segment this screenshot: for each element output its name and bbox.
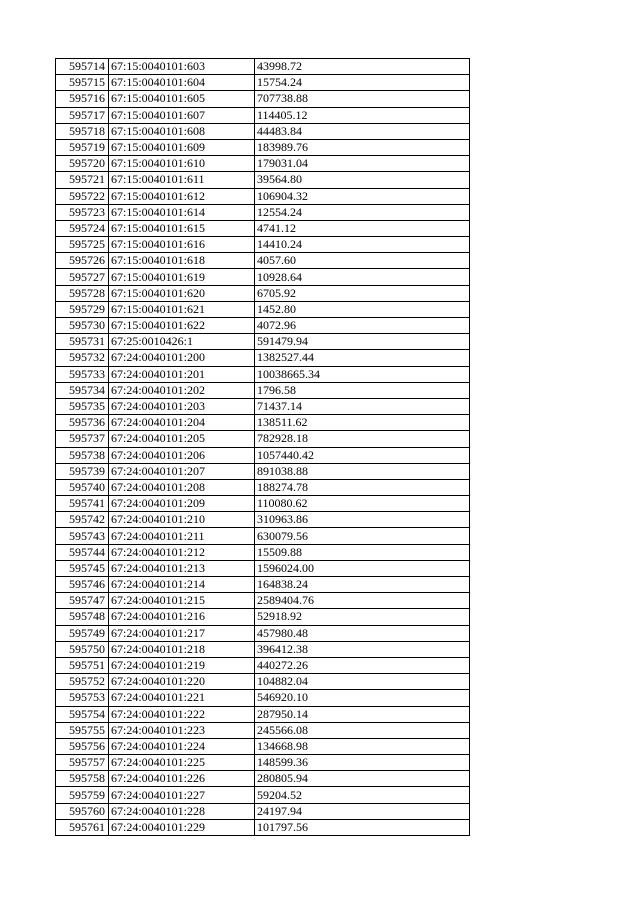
row-number-cell: 595730 [56, 318, 109, 334]
cadastral-number-cell: 67:24:0040101:215 [109, 593, 255, 609]
value-cell: 1452.80 [255, 301, 470, 317]
table-body [56, 59, 470, 836]
row-number-cell: 595719 [56, 139, 109, 155]
value-cell: 1596024.00 [255, 560, 470, 576]
table-row [56, 253, 470, 269]
row-number-cell: 595722 [56, 188, 109, 204]
value-cell: 43998.72 [255, 59, 470, 75]
value-cell: 707738.88 [255, 91, 470, 107]
value-cell: 396412.38 [255, 641, 470, 657]
value-cell: 2589404.76 [255, 593, 470, 609]
cadastral-number-cell: 67:15:0040101:622 [109, 318, 255, 334]
cadastral-number-cell: 67:24:0040101:213 [109, 560, 255, 576]
table-row [56, 738, 470, 754]
row-number-cell: 595754 [56, 706, 109, 722]
cadastral-number-cell: 67:15:0040101:603 [109, 59, 255, 75]
cadastral-number-cell: 67:24:0040101:204 [109, 415, 255, 431]
cadastral-number-cell: 67:24:0040101:200 [109, 350, 255, 366]
row-number-cell: 595751 [56, 657, 109, 673]
value-cell: 1057440.42 [255, 447, 470, 463]
cadastral-number-cell: 67:24:0040101:222 [109, 706, 255, 722]
row-number-cell: 595717 [56, 107, 109, 123]
value-cell: 12554.24 [255, 204, 470, 220]
cadastral-number-cell: 67:24:0040101:224 [109, 738, 255, 754]
value-cell: 1382527.44 [255, 350, 470, 366]
value-cell: 114405.12 [255, 107, 470, 123]
value-cell: 630079.56 [255, 528, 470, 544]
row-number-cell: 595724 [56, 220, 109, 236]
row-number-cell: 595714 [56, 59, 109, 75]
cadastral-number-cell: 67:24:0040101:214 [109, 577, 255, 593]
cadastral-number-cell: 67:15:0040101:618 [109, 253, 255, 269]
table-row [56, 819, 470, 835]
cadastral-number-cell: 67:15:0040101:605 [109, 91, 255, 107]
cadastral-number-cell: 67:24:0040101:206 [109, 447, 255, 463]
table-row [56, 496, 470, 512]
value-cell: 245566.08 [255, 722, 470, 738]
row-number-cell: 595744 [56, 544, 109, 560]
row-number-cell: 595721 [56, 172, 109, 188]
cadastral-number-cell: 67:24:0040101:228 [109, 803, 255, 819]
cadastral-number-cell: 67:15:0040101:608 [109, 123, 255, 139]
cadastral-number-cell: 67:15:0040101:619 [109, 269, 255, 285]
table-row [56, 803, 470, 819]
table-row [56, 204, 470, 220]
row-number-cell: 595725 [56, 237, 109, 253]
cadastral-number-cell: 67:24:0040101:205 [109, 431, 255, 447]
value-cell: 15509.88 [255, 544, 470, 560]
value-cell: 39564.80 [255, 172, 470, 188]
value-cell: 6705.92 [255, 285, 470, 301]
row-number-cell: 595757 [56, 755, 109, 771]
row-number-cell: 595745 [56, 560, 109, 576]
cadastral-number-cell: 67:15:0040101:616 [109, 237, 255, 253]
row-number-cell: 595746 [56, 577, 109, 593]
cadastral-number-cell: 67:24:0040101:210 [109, 512, 255, 528]
table-row [56, 237, 470, 253]
row-number-cell: 595752 [56, 674, 109, 690]
table-row [56, 431, 470, 447]
cadastral-number-cell: 67:15:0040101:614 [109, 204, 255, 220]
table-row [56, 657, 470, 673]
row-number-cell: 595736 [56, 415, 109, 431]
row-number-cell: 595729 [56, 301, 109, 317]
cadastral-number-cell: 67:24:0040101:209 [109, 496, 255, 512]
table-row [56, 690, 470, 706]
cadastral-number-cell: 67:24:0040101:220 [109, 674, 255, 690]
table-row [56, 334, 470, 350]
row-number-cell: 595748 [56, 609, 109, 625]
value-cell: 287950.14 [255, 706, 470, 722]
row-number-cell: 595734 [56, 382, 109, 398]
row-number-cell: 595758 [56, 771, 109, 787]
cadastral-number-cell: 67:24:0040101:211 [109, 528, 255, 544]
value-cell: 4741.12 [255, 220, 470, 236]
table-row [56, 350, 470, 366]
table-row [56, 107, 470, 123]
cadastral-number-cell: 67:15:0040101:611 [109, 172, 255, 188]
value-cell: 164838.24 [255, 577, 470, 593]
table-row [56, 593, 470, 609]
cadastral-number-cell: 67:24:0040101:229 [109, 819, 255, 835]
table-row [56, 415, 470, 431]
row-number-cell: 595738 [56, 447, 109, 463]
row-number-cell: 595732 [56, 350, 109, 366]
cadastral-number-cell: 67:24:0040101:217 [109, 625, 255, 641]
value-cell: 183989.76 [255, 139, 470, 155]
table-row [56, 318, 470, 334]
cadastral-number-cell: 67:15:0040101:621 [109, 301, 255, 317]
row-number-cell: 595735 [56, 398, 109, 414]
table-row [56, 609, 470, 625]
cadastral-number-cell: 67:24:0040101:221 [109, 690, 255, 706]
value-cell: 59204.52 [255, 787, 470, 803]
cadastral-number-cell: 67:15:0040101:612 [109, 188, 255, 204]
row-number-cell: 595716 [56, 91, 109, 107]
cadastral-number-cell: 67:15:0040101:609 [109, 139, 255, 155]
value-cell: 24197.94 [255, 803, 470, 819]
table-row [56, 625, 470, 641]
table-row [56, 220, 470, 236]
value-cell: 4072.96 [255, 318, 470, 334]
cadastral-number-cell: 67:24:0040101:219 [109, 657, 255, 673]
cadastral-number-cell: 67:24:0040101:225 [109, 755, 255, 771]
table-row [56, 366, 470, 382]
cadastral-number-cell: 67:24:0040101:201 [109, 366, 255, 382]
value-cell: 546920.10 [255, 690, 470, 706]
cadastral-number-cell: 67:15:0040101:610 [109, 156, 255, 172]
value-cell: 10038665.34 [255, 366, 470, 382]
table-row [56, 771, 470, 787]
value-cell: 591479.94 [255, 334, 470, 350]
table-row [56, 479, 470, 495]
row-number-cell: 595733 [56, 366, 109, 382]
cadastral-number-cell: 67:24:0040101:212 [109, 544, 255, 560]
row-number-cell: 595747 [56, 593, 109, 609]
row-number-cell: 595731 [56, 334, 109, 350]
table-row [56, 463, 470, 479]
row-number-cell: 595749 [56, 625, 109, 641]
row-number-cell: 595753 [56, 690, 109, 706]
row-number-cell: 595720 [56, 156, 109, 172]
value-cell: 110080.62 [255, 496, 470, 512]
row-number-cell: 595742 [56, 512, 109, 528]
table-row [56, 301, 470, 317]
cadastral-number-cell: 67:15:0040101:615 [109, 220, 255, 236]
value-cell: 14410.24 [255, 237, 470, 253]
value-cell: 134668.98 [255, 738, 470, 754]
row-number-cell: 595739 [56, 463, 109, 479]
row-number-cell: 595726 [56, 253, 109, 269]
table-row [56, 722, 470, 738]
value-cell: 782928.18 [255, 431, 470, 447]
table-row [56, 285, 470, 301]
value-cell: 71437.14 [255, 398, 470, 414]
row-number-cell: 595761 [56, 819, 109, 835]
table-row [56, 755, 470, 771]
cadastral-number-cell: 67:24:0040101:207 [109, 463, 255, 479]
cadastral-number-cell: 67:15:0040101:620 [109, 285, 255, 301]
row-number-cell: 595743 [56, 528, 109, 544]
table-row [56, 560, 470, 576]
cadastral-number-cell: 67:24:0040101:227 [109, 787, 255, 803]
value-cell: 1796.58 [255, 382, 470, 398]
row-number-cell: 595756 [56, 738, 109, 754]
table-row [56, 641, 470, 657]
cadastral-number-cell: 67:24:0040101:223 [109, 722, 255, 738]
value-cell: 179031.04 [255, 156, 470, 172]
value-cell: 310963.86 [255, 512, 470, 528]
cadastral-number-cell: 67:24:0040101:203 [109, 398, 255, 414]
row-number-cell: 595740 [56, 479, 109, 495]
row-number-cell: 595759 [56, 787, 109, 803]
row-number-cell: 595715 [56, 75, 109, 91]
row-number-cell: 595737 [56, 431, 109, 447]
row-number-cell: 595755 [56, 722, 109, 738]
cadastral-number-cell: 67:24:0040101:216 [109, 609, 255, 625]
value-cell: 104882.04 [255, 674, 470, 690]
table-row [56, 59, 470, 75]
value-cell: 138511.62 [255, 415, 470, 431]
row-number-cell: 595728 [56, 285, 109, 301]
table-row [56, 172, 470, 188]
cadastral-number-cell: 67:15:0040101:607 [109, 107, 255, 123]
cadastral-number-cell: 67:24:0040101:208 [109, 479, 255, 495]
table-row [56, 123, 470, 139]
value-cell: 440272.26 [255, 657, 470, 673]
cadastral-number-cell: 67:25:0010426:1 [109, 334, 255, 350]
row-number-cell: 595750 [56, 641, 109, 657]
row-number-cell: 595727 [56, 269, 109, 285]
table-row [56, 398, 470, 414]
value-cell: 188274.78 [255, 479, 470, 495]
value-cell: 280805.94 [255, 771, 470, 787]
table-row [56, 787, 470, 803]
table-row [56, 706, 470, 722]
row-number-cell: 595760 [56, 803, 109, 819]
table-row [56, 139, 470, 155]
cadastral-number-cell: 67:24:0040101:202 [109, 382, 255, 398]
row-number-cell: 595723 [56, 204, 109, 220]
value-cell: 457980.48 [255, 625, 470, 641]
cadastral-value-table [55, 58, 470, 836]
value-cell: 106904.32 [255, 188, 470, 204]
row-number-cell: 595741 [56, 496, 109, 512]
table-row [56, 544, 470, 560]
cadastral-number-cell: 67:24:0040101:218 [109, 641, 255, 657]
value-cell: 101797.56 [255, 819, 470, 835]
table-row [56, 528, 470, 544]
cadastral-number-cell: 67:15:0040101:604 [109, 75, 255, 91]
table-row [56, 382, 470, 398]
row-number-cell: 595718 [56, 123, 109, 139]
table-row [56, 75, 470, 91]
table-row [56, 91, 470, 107]
table-row [56, 674, 470, 690]
value-cell: 15754.24 [255, 75, 470, 91]
value-cell: 148599.36 [255, 755, 470, 771]
value-cell: 891038.88 [255, 463, 470, 479]
cadastral-number-cell: 67:24:0040101:226 [109, 771, 255, 787]
table-row [56, 188, 470, 204]
value-cell: 52918.92 [255, 609, 470, 625]
table-row [56, 512, 470, 528]
value-cell: 10928.64 [255, 269, 470, 285]
table-row [56, 577, 470, 593]
value-cell: 4057.60 [255, 253, 470, 269]
table-row [56, 447, 470, 463]
value-cell: 44483.84 [255, 123, 470, 139]
table-row [56, 269, 470, 285]
table-row [56, 156, 470, 172]
